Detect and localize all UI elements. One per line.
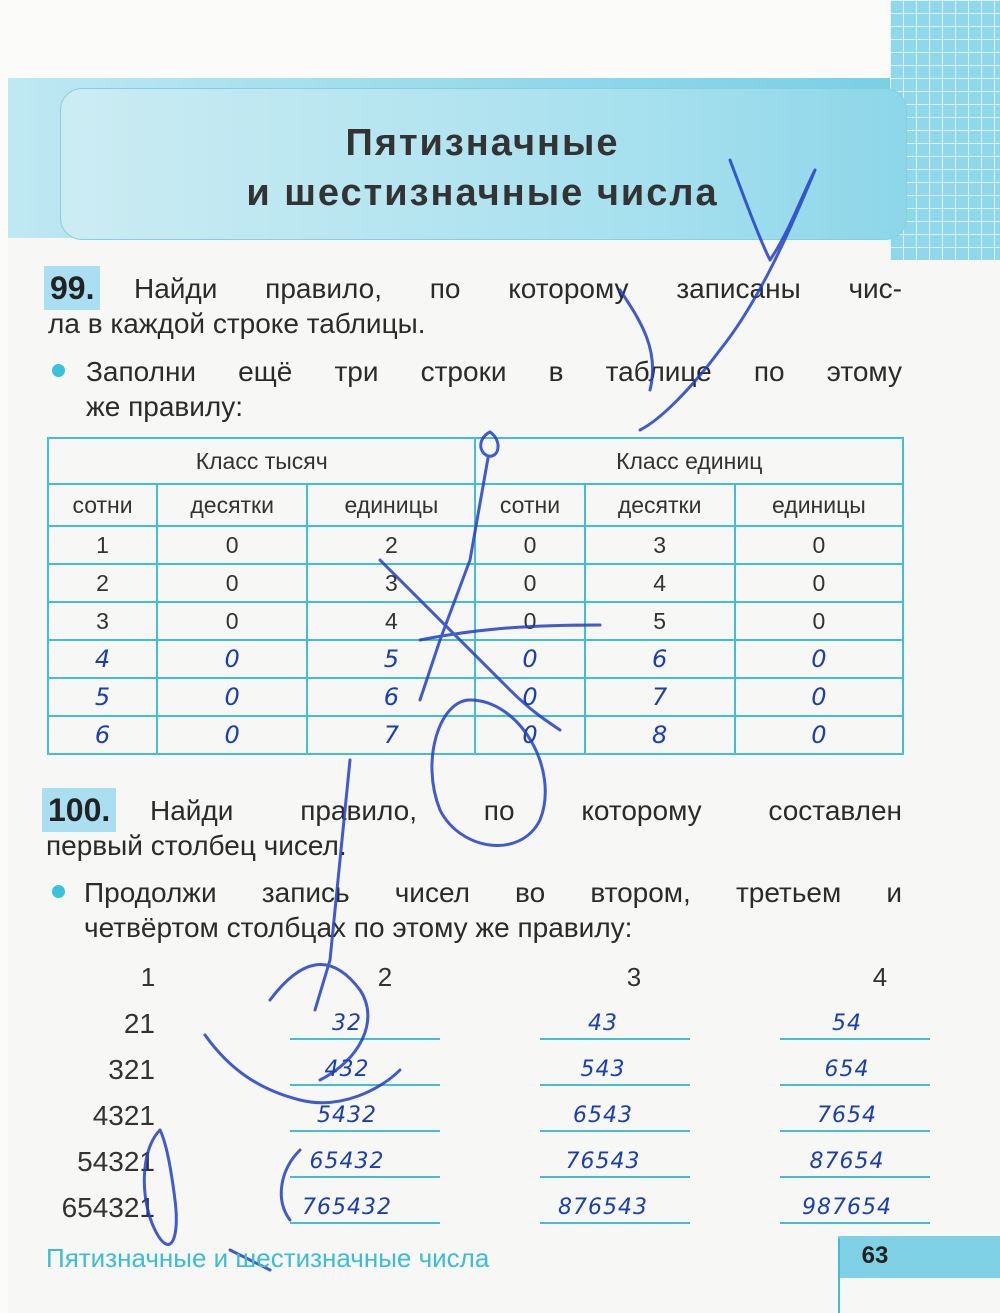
sequence-number: 21 [123, 1008, 155, 1039]
handwritten-answer: 987654 [802, 1195, 892, 1220]
exercise-100-text-line-2: первый столбец чисел. [46, 830, 347, 861]
handwritten-cell: 5 [307, 640, 475, 678]
table-cell: 2 [307, 526, 475, 564]
answer-line [540, 1222, 690, 1224]
handwritten-cell: 5 [48, 678, 157, 716]
page-title [60, 118, 905, 218]
footer-divider [838, 1238, 840, 1313]
answer-line [290, 1038, 440, 1040]
page-number: 63 [861, 1242, 889, 1269]
handwritten-answer: 32 [332, 1011, 362, 1036]
exercise-100-number: 100. [42, 788, 116, 832]
exercise-100-bullet-line-2: четвёртом столбцах по этому же правилу: [84, 912, 633, 943]
handwritten-answer: 876543 [558, 1195, 648, 1220]
exercise-100-text-line-1: Найди правило, по которому составлен [150, 795, 902, 826]
table-cell: 0 [475, 564, 584, 602]
column-header: единицы [735, 484, 903, 526]
table-row-handwritten [48, 640, 903, 678]
handwritten-answer: 654 [824, 1057, 870, 1082]
column-header: десятки [157, 484, 307, 526]
group-thousands-header: Класс тысяч [48, 438, 475, 484]
handwritten-answer: 87654 [809, 1149, 885, 1174]
handwritten-cell: 7 [307, 716, 475, 754]
handwritten-answer: 65432 [309, 1149, 385, 1174]
handwritten-cell: 0 [735, 716, 903, 754]
handwritten-cell: 0 [475, 716, 584, 754]
bullet-icon [52, 885, 65, 898]
table-row [48, 526, 903, 564]
column-header: десятки [585, 484, 735, 526]
place-value-table [47, 437, 904, 755]
title-line-2: и шестизначные числа [246, 172, 719, 214]
group-units-header: Класс единиц [475, 438, 903, 484]
column-header: сотни [475, 484, 584, 526]
table-cell: 5 [585, 602, 735, 640]
exercise-99-number: 99. [44, 266, 100, 310]
handwritten-cell: 0 [475, 640, 584, 678]
table-cell: 0 [735, 602, 903, 640]
answer-line [540, 1038, 690, 1040]
exercise-99-text-line-1: Найди правило, по которому записаны чис- [134, 273, 902, 304]
answer-line [540, 1176, 690, 1178]
column-number: 1 [140, 962, 156, 992]
table-row [48, 564, 903, 602]
handwritten-cell: 0 [157, 716, 307, 754]
handwritten-answer: 76543 [565, 1149, 641, 1174]
handwritten-cell: 6 [585, 640, 735, 678]
title-line-1: Пятизначные [345, 122, 620, 164]
handwritten-answer: 543 [580, 1057, 626, 1082]
handwritten-cell: 0 [735, 678, 903, 716]
exercise-99-text-line-2: ла в каждой строке таблицы. [48, 308, 426, 339]
handwritten-cell: 7 [585, 678, 735, 716]
answer-line [290, 1176, 440, 1178]
answer-line [540, 1130, 690, 1132]
handwritten-answer: 765432 [302, 1195, 392, 1220]
table-group-row [48, 438, 903, 484]
table-cell: 0 [735, 564, 903, 602]
handwritten-cell: 0 [475, 678, 584, 716]
column-number: 4 [872, 962, 888, 992]
table-cell: 0 [157, 526, 307, 564]
table-cell: 3 [48, 602, 157, 640]
column-header: единицы [307, 484, 475, 526]
exercise-99-bullet-line-2: же правилу: [86, 391, 244, 422]
answer-line [290, 1130, 440, 1132]
table-cell: 0 [475, 602, 584, 640]
handwritten-cell: 4 [48, 640, 157, 678]
handwritten-answer: 7654 [817, 1103, 877, 1128]
handwritten-answer: 432 [324, 1057, 370, 1082]
table-cell: 2 [48, 564, 157, 602]
exercise-100-bullet-line-1: Продолжи запись чисел во втором, третьем и [84, 877, 902, 908]
sequence-number: 321 [108, 1054, 155, 1085]
table-row-handwritten [48, 716, 903, 754]
table-cell: 0 [157, 564, 307, 602]
table-cell: 3 [307, 564, 475, 602]
table-cell: 0 [735, 526, 903, 564]
table-cell: 3 [585, 526, 735, 564]
answer-line [540, 1084, 690, 1086]
column-header: сотни [48, 484, 157, 526]
table-header-row [48, 484, 903, 526]
column-number: 2 [377, 962, 393, 992]
handwritten-answer: 54 [832, 1011, 862, 1036]
handwritten-cell: 0 [735, 640, 903, 678]
table-cell: 1 [48, 526, 157, 564]
column-number: 3 [626, 962, 642, 992]
table-row-handwritten [48, 678, 903, 716]
answer-line [780, 1038, 930, 1040]
sequence-number: 654321 [61, 1192, 155, 1223]
sequence-number: 4321 [92, 1100, 155, 1131]
table-cell: 0 [475, 526, 584, 564]
handwritten-answer: 6543 [573, 1103, 633, 1128]
footer-section-title: Пятизначные и шестизначные числа [46, 1243, 490, 1273]
answer-line [780, 1130, 930, 1132]
handwritten-answer: 5432 [317, 1103, 377, 1128]
answer-line [780, 1222, 930, 1224]
handwritten-cell: 0 [157, 678, 307, 716]
answer-line [290, 1222, 440, 1224]
table-cell: 0 [157, 602, 307, 640]
table-cell: 4 [585, 564, 735, 602]
handwritten-cell: 6 [48, 716, 157, 754]
sequence-number: 54321 [77, 1146, 155, 1177]
table-row [48, 602, 903, 640]
handwritten-cell: 0 [157, 640, 307, 678]
answer-line [290, 1084, 440, 1086]
bullet-icon [52, 364, 65, 377]
table-cell: 4 [307, 602, 475, 640]
handwritten-answer: 43 [588, 1011, 618, 1036]
answer-line [780, 1084, 930, 1086]
handwritten-cell: 8 [585, 716, 735, 754]
handwritten-cell: 6 [307, 678, 475, 716]
exercise-99-bullet-line-1: Заполни ещё три строки в таблице по этому [86, 356, 902, 387]
answer-line [780, 1176, 930, 1178]
